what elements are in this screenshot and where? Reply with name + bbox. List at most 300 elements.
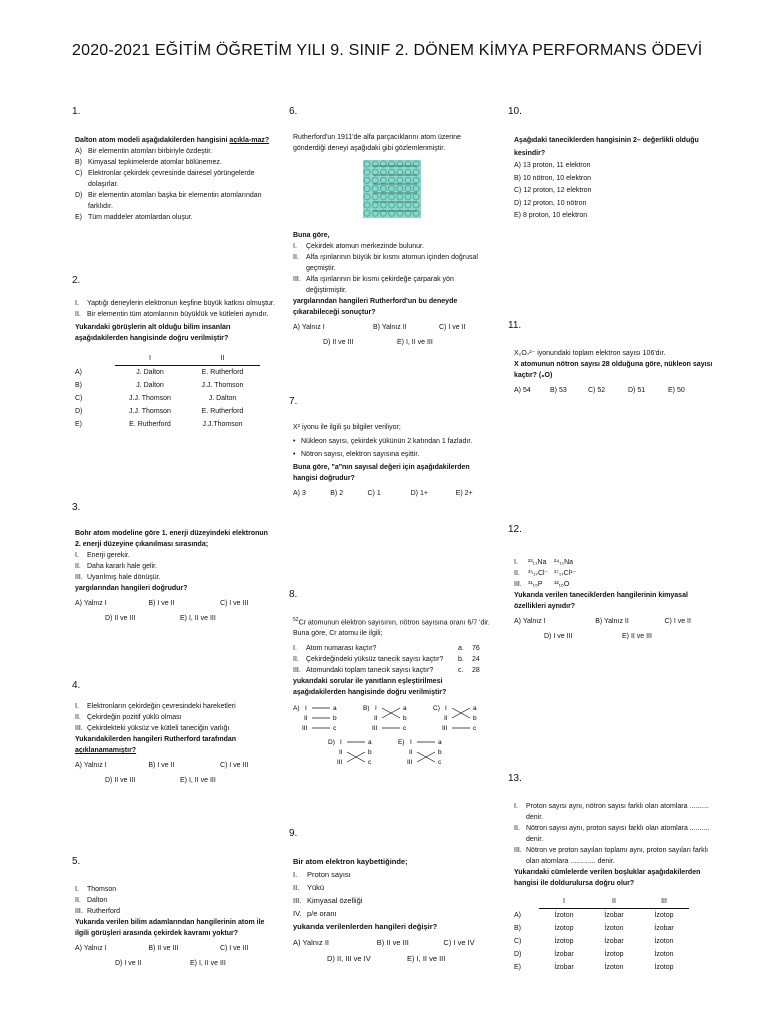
question-13 (514, 801, 714, 974)
row-label: E) (514, 964, 521, 971)
table-header-cell (75, 352, 115, 366)
left-item: II (444, 715, 448, 723)
list-item (75, 572, 275, 583)
answer-option: C) 52 (588, 387, 606, 394)
item-text: Rutherford (87, 908, 121, 915)
answer-option: A) Yalnız I (293, 324, 325, 331)
list-item (75, 190, 275, 212)
table-cell: E. Rutherford (201, 369, 244, 376)
answer-option: A) 13 proton, 11 elektron (514, 162, 591, 169)
answer-option: C) 12 proton, 12 elektron (514, 187, 592, 194)
answer-option: C) I ve II (439, 324, 466, 331)
left-item: I (445, 705, 447, 713)
question-number: 7. (289, 396, 298, 407)
table-header-cell: I (539, 895, 589, 909)
item-text: Nötron ve proton sayıları toplamı aynı, proton sayıları farklı olan atomlara ............. denir. (526, 847, 709, 865)
question-number: 5. (72, 856, 81, 867)
question-8 (293, 615, 491, 774)
right-item: b (368, 749, 372, 757)
answer-option: D) 1+ (410, 490, 428, 497)
item-label: III. (75, 574, 83, 581)
table-row (514, 948, 689, 961)
row-label: A) (75, 368, 82, 376)
table-cell: İzobar (554, 964, 574, 971)
answer-option: E) I, II ve III (180, 777, 216, 784)
item-label: I. (293, 243, 297, 250)
answer-table (75, 352, 260, 431)
left-item: III (372, 725, 378, 733)
table-row (514, 961, 689, 974)
item-text: Alfa ışınlarının bir kısmı çekirdeğe çarparak yön değiştirmiştir. (306, 276, 454, 294)
left-item: II (409, 749, 413, 757)
option-label: A) (293, 705, 300, 713)
species-a: ³⁵₁₇Cl⁻ (528, 570, 549, 577)
statement-list (293, 643, 491, 676)
row-label: B) (75, 382, 82, 389)
list-item (75, 701, 275, 712)
list-item (293, 907, 491, 920)
table-header-cell: III (639, 895, 689, 909)
list-item (75, 895, 275, 906)
right-item: b (438, 749, 442, 757)
question-text: X atomunun nötron sayısı 28 olduğuna göre, nükleon sayısı kaçtır? (₈O) (514, 361, 713, 379)
right-item: c (473, 725, 477, 733)
bullet-list (293, 436, 491, 460)
item-text: Çekirdekteki yüksüz ve kütleli taneciğin varlığı (87, 725, 230, 732)
left-item: III (442, 725, 448, 733)
item-label: III. (75, 908, 83, 915)
item-label: II. (293, 656, 299, 664)
list-item (514, 845, 714, 867)
answer-option: B) Yalnız II (373, 324, 407, 331)
table-cell: E. Rutherford (201, 408, 244, 415)
species-list (514, 557, 714, 590)
question-text: yukarıdaki sorular ile yanıtların eşleştirilmesi aşağıdakilerden hangisinde doğru verilmiştir? (293, 678, 447, 697)
item-text: Yaptığı deneylerin elektronun keşfine büyük katkısı olmuştur. (87, 300, 275, 307)
item-text: Kimyasal özelliği (307, 896, 363, 905)
statement-list (75, 701, 275, 734)
statement-list (75, 550, 275, 583)
item-label: III. (514, 847, 522, 854)
table-cell: J.J. Thomson (129, 395, 171, 402)
item-text: Proton sayısı aynı, nötron sayısı farklı olan atomlara .......... denir. (526, 803, 709, 821)
item-text: Nötron sayısı aynı, proton sayısı farklı olan atomlara .......... denir. (526, 825, 710, 843)
question-number: 10. (508, 106, 522, 117)
row-label: A) (514, 911, 521, 919)
left-item: III (407, 759, 413, 767)
table-row (75, 379, 260, 392)
answer-option: A) Yalnız II (293, 938, 329, 947)
question-number: 13. (508, 773, 522, 784)
table-header-cell (514, 895, 539, 909)
answer-option: E) I, II ve III (190, 960, 226, 967)
item-text: Çekirdek atomun merkezinde bulunur. (306, 243, 424, 250)
statement-list (514, 801, 714, 867)
question-text: Yukarıdaki cümlelerde verilen boşluklar aşağıdakilerden hangisi ile doldurulursa doğru olur? (514, 869, 701, 887)
table-row (75, 392, 260, 405)
options-row (293, 936, 491, 949)
statement-list (293, 241, 491, 296)
table-cell: E. Rutherford (129, 421, 171, 428)
bullet-text: Nötron sayısı, elektron sayısına eşittir. (301, 451, 420, 458)
item-label: B) (75, 159, 82, 166)
stem-underlined: açıkla-maz? (229, 137, 270, 144)
options-row (514, 631, 714, 642)
item-text: Enerji gerekir. (87, 552, 130, 559)
right-item: a (403, 705, 407, 713)
list-item (75, 146, 275, 157)
list-item (293, 881, 491, 894)
answer-table (514, 895, 689, 974)
table-cell: İzoton (604, 964, 624, 971)
list-item (293, 643, 491, 654)
table-cell: İzotop (654, 964, 674, 971)
question-text: Yukarıdaki görüşlerin alt olduğu bilim insanları aşağıdakilerden hangisinde doğru verilmiştir? (75, 324, 231, 342)
table-cell: İzotop (604, 951, 624, 958)
list-item (75, 712, 275, 723)
item-label: I. (293, 645, 297, 653)
list-item (75, 550, 275, 561)
question-2 (75, 298, 275, 431)
bullet-item (293, 449, 491, 460)
item-label: I. (514, 559, 518, 566)
table-header-cell: I (115, 352, 185, 366)
question-number: 11. (508, 320, 522, 331)
list-item (75, 309, 275, 320)
atom-foil (363, 160, 421, 218)
rutherford-experiment-diagram (293, 158, 491, 222)
answer-option: E) 50 (668, 387, 685, 394)
question-4 (75, 701, 275, 786)
question-number: 6. (289, 106, 298, 117)
list-item (293, 654, 491, 665)
table-cell: İzobar (604, 938, 624, 945)
options-row (75, 613, 275, 624)
question-3 (75, 528, 275, 624)
options-row (293, 488, 491, 499)
list-item (293, 868, 491, 881)
question-text: Yukarıda verilen taneciklerden hangilerinin kimyasal özellikleri aynıdır? (514, 592, 688, 610)
list-item (293, 894, 491, 907)
table-row (75, 405, 260, 418)
answer-option: C) I ve III (219, 945, 249, 952)
answer-option: B) 53 (550, 387, 567, 394)
item-label: III. (293, 276, 301, 283)
options-row (75, 760, 275, 771)
list-item (75, 298, 275, 309)
item-text: Bir elementin atomları birbiriyle özdeştir. (88, 148, 213, 155)
question-number: 8. (289, 589, 298, 600)
item-text: Proton sayısı (307, 870, 351, 879)
right-item: c (438, 759, 442, 767)
item-text: Elektronların çekirdeğin çevresindeki hareketleri (87, 703, 236, 710)
table-row (75, 418, 260, 431)
species-row (514, 557, 714, 568)
list-item (293, 252, 491, 274)
answer-option: D) II ve III (105, 615, 136, 622)
question-11 (514, 348, 714, 396)
table-cell: J. Dalton (136, 369, 164, 376)
stem-text: Dalton atom modeli aşağıdakilerden hangisini (75, 137, 230, 144)
item-label: II. (75, 714, 81, 721)
matching-options-diagram (293, 700, 491, 770)
left-item: I (410, 739, 412, 747)
question-6 (293, 132, 491, 348)
answer-option: C) I ve III (219, 600, 249, 607)
item-text: Çekirdeğin pozitif yüklü olması (87, 714, 182, 721)
table-cell: J.J. Thomson (129, 408, 171, 415)
item-text: Kimyasal tepkimelerde atomlar bölünemez. (88, 159, 222, 166)
answer-option: B) 2 (330, 490, 344, 497)
item-text: Uyarılmış hale dönüşür. (87, 574, 161, 581)
options-row (293, 322, 491, 333)
table-cell: İzotop (554, 925, 574, 932)
question-stem: X² iyonu ile ilgili şu bilgiler veriliyor; (293, 424, 401, 431)
item-label: II. (293, 883, 300, 892)
bullet-dot: • (293, 451, 296, 458)
answer-key: b. (458, 656, 464, 664)
item-label: II. (514, 570, 520, 577)
item-label: A) (75, 148, 82, 155)
table-cell: J.J. Thomson (201, 382, 244, 389)
table-cell: İzoton (654, 951, 674, 958)
item-label: C) (75, 170, 83, 177)
item-text: Atom numarası kaçtır? (306, 645, 377, 653)
option-label: D) (328, 739, 335, 747)
item-text: Tüm maddeler atomlardan oluşur. (88, 214, 193, 221)
item-label: D) (75, 192, 83, 199)
list-item (75, 212, 275, 223)
buna-gore: Buna göre, (293, 232, 330, 239)
table-row (75, 366, 260, 380)
answer-value: 28 (472, 667, 480, 675)
item-text: p/e oranı (307, 909, 337, 918)
list-item (293, 665, 491, 676)
question-stem (293, 615, 491, 639)
question-7 (293, 422, 491, 499)
statement-list (293, 868, 491, 920)
right-item: c (403, 725, 407, 733)
table-cell: J. Dalton (136, 382, 164, 389)
item-text: Bir elementin atomları başka bir elementin atomlarından farklıdır. (88, 192, 262, 210)
item-label: III. (293, 896, 302, 905)
species-a: ²³₁₁Na (528, 559, 547, 566)
right-item: a (368, 739, 372, 747)
row-label: E) (75, 421, 82, 428)
list-item (75, 157, 275, 168)
option-label: B) (363, 705, 370, 713)
right-item: a (473, 705, 477, 713)
row-label: D) (514, 951, 522, 958)
species-a: ³¹₁₅P (528, 581, 543, 588)
question-number: 1. (72, 106, 81, 117)
item-label: II. (75, 563, 81, 570)
answer-option: A) Yalnız I (75, 945, 107, 952)
answer-option: E) I, II ve III (407, 954, 446, 963)
species-row (514, 579, 714, 590)
question-stem: Bir atom elektron kaybettiğinde; (293, 857, 408, 866)
left-item: I (305, 705, 307, 713)
answer-option: B) Yalnız II (595, 618, 629, 625)
table-row (514, 909, 689, 923)
left-item: III (337, 759, 343, 767)
question-10 (514, 135, 714, 223)
row-label: B) (514, 925, 521, 932)
option-list (75, 146, 275, 223)
species-b: ³²₁₆O (554, 581, 570, 588)
question-number: 9. (289, 828, 298, 839)
answer-option: D) II, III ve IV (327, 954, 371, 963)
answer-option: E) 8 proton, 10 elektron (514, 212, 588, 219)
row-label: D) (75, 408, 83, 415)
table-cell: İzoton (604, 925, 624, 932)
answer-option: E) II ve III (622, 633, 652, 640)
answer-option: A) Yalnız I (514, 618, 546, 625)
right-item: a (438, 739, 442, 747)
statement-list (75, 298, 275, 320)
question-number: 12. (508, 524, 522, 535)
item-label: I. (75, 703, 79, 710)
question-5 (75, 884, 275, 969)
question-text (75, 734, 275, 756)
list-item (75, 884, 275, 895)
answer-option: B) 10 nötron, 10 elektron (514, 174, 592, 182)
options-row (293, 337, 491, 348)
table-cell: İzobar (554, 951, 574, 958)
item-label: IV. (293, 909, 302, 918)
table-header-cell: II (185, 352, 260, 366)
item-text: Dalton (87, 897, 108, 904)
answer-value: 76 (472, 645, 480, 653)
page-title: 2020-2021 EĞİTİM ÖĞRETİM YILI 9. SINIF 2. DÖNEM KİMYA PERFORMANS ÖDEVİ (72, 42, 703, 59)
answer-option: D) I ve III (544, 633, 573, 640)
item-text: Yükü (307, 883, 325, 892)
item-text: Çekirdeğindeki yüksüz tanecik sayısı kaçtır? (306, 656, 444, 664)
question-text-part: Yukarıdakilerden hangileri Rutherford tarafından (75, 736, 237, 743)
table-cell: İzotop (554, 938, 574, 945)
answer-option: C) 1 (367, 490, 381, 497)
table-cell: İzobar (654, 925, 674, 932)
list-item (514, 823, 714, 845)
question-stem: Bohr atom modeline göre 1. enerji düzeyindeki elektronun 2. enerji düzeyine çıkanılması sırasında; (75, 530, 268, 548)
answer-option: A) 3 (293, 490, 306, 497)
question-stem: Aşağıdaki taneciklerden hangisinin 2– değerlikli olduğu kesindir? (514, 137, 699, 157)
question-text: Yukarıda verilen bilim adamlarından hangilerinin atom ile ilgili görüşleri arasında çekirdek kavramı yoktur? (75, 919, 265, 937)
question-number: 3. (72, 502, 81, 513)
right-item: b (403, 715, 407, 723)
question-text: yargılarından hangileri doğrudur? (75, 585, 188, 592)
table-cell: İzoton (554, 912, 574, 919)
right-item: b (473, 715, 477, 723)
table-cell: J.J.Thomson (202, 421, 243, 428)
item-label: I. (293, 870, 298, 879)
answer-value: 24 (472, 656, 480, 664)
item-label: I. (75, 552, 79, 559)
answer-option: C) I ve III (219, 762, 249, 769)
answer-option: E) 2+ (455, 490, 473, 497)
question-stem: X₂O₇²⁻ iyonundaki toplam elektron sayısı 106'dır. (514, 350, 666, 357)
item-text: Bir elementin tüm atomlarının büyüklük ve kütleleri aynıdır. (87, 311, 269, 318)
left-item: I (375, 705, 377, 713)
species-b: ³⁷₁₇Cl¹⁻ (554, 570, 577, 577)
answer-option: D) II ve III (323, 339, 354, 346)
species-row (514, 568, 714, 579)
options-row (514, 385, 714, 396)
question-underlined: açıklanamamıştır? (75, 747, 137, 754)
item-label: II. (514, 825, 520, 832)
table-row (514, 935, 689, 948)
species-b: ²⁴₁₁Na (554, 559, 574, 566)
options-row (75, 775, 275, 786)
list-item (293, 241, 491, 252)
answer-option: D) I ve II (115, 960, 142, 967)
left-item: III (302, 725, 308, 733)
answer-option: D) 51 (628, 387, 646, 394)
table-cell: İzotop (654, 912, 674, 919)
bullet-item (293, 436, 491, 447)
question-9 (293, 855, 491, 965)
right-item: a (333, 705, 337, 713)
item-label: I. (75, 300, 79, 307)
table-cell: İzoton (654, 938, 674, 945)
question-text: Buna göre, "a"nın sayısal değeri için aşağıdakilerden hangisi doğrudur? (293, 464, 470, 482)
answer-option: D) 12 proton, 10 nötron (514, 199, 587, 207)
statement-list (75, 884, 275, 917)
right-item: c (368, 759, 372, 767)
answer-option: B) II ve III (376, 938, 409, 947)
list-item (75, 723, 275, 734)
table-header-cell: II (589, 895, 639, 909)
answer-option: B) II ve III (148, 945, 179, 952)
options-row (75, 598, 275, 609)
item-label: II. (75, 311, 81, 318)
table-row (514, 922, 689, 935)
list-item (293, 274, 491, 296)
question-number: 2. (72, 275, 81, 286)
list-item (514, 801, 714, 823)
mass-number: 52 (293, 617, 299, 623)
answer-key: c. (458, 667, 464, 675)
right-item: c (333, 725, 337, 733)
table-cell: J. Dalton (208, 395, 237, 402)
list-item (75, 561, 275, 572)
answer-option: E) I, II ve III (397, 339, 433, 346)
answer-option: D) II ve III (105, 777, 136, 784)
item-label: I. (514, 803, 518, 810)
item-label: E) (75, 214, 82, 221)
question-text: yukarıda verilenlerden hangileri değişir? (293, 922, 438, 931)
table-header-row (75, 352, 260, 366)
options-row (75, 958, 275, 969)
item-text: Atomundaki toplam tanecik sayısı kaçtır? (306, 667, 434, 675)
question-stem (75, 135, 275, 146)
item-text: Thomson (87, 886, 117, 893)
options-row (293, 952, 491, 965)
table-header-row (514, 895, 689, 909)
option-list (514, 160, 714, 223)
item-label: III. (514, 581, 522, 588)
question-1 (75, 135, 275, 223)
table-cell: İzobar (604, 912, 624, 919)
right-item: b (333, 715, 337, 723)
item-text: Daha kararlı hale gelir. (87, 563, 158, 570)
answer-option: A) 54 (514, 387, 531, 394)
left-item: II (339, 749, 343, 757)
item-label: III. (75, 725, 83, 732)
answer-option: B) I ve II (148, 762, 175, 769)
question-text: yargılarından hangileri Rutherford'un bu deneyde çıkarabileceği sonuçtur? (293, 298, 458, 316)
left-item: I (340, 739, 342, 747)
